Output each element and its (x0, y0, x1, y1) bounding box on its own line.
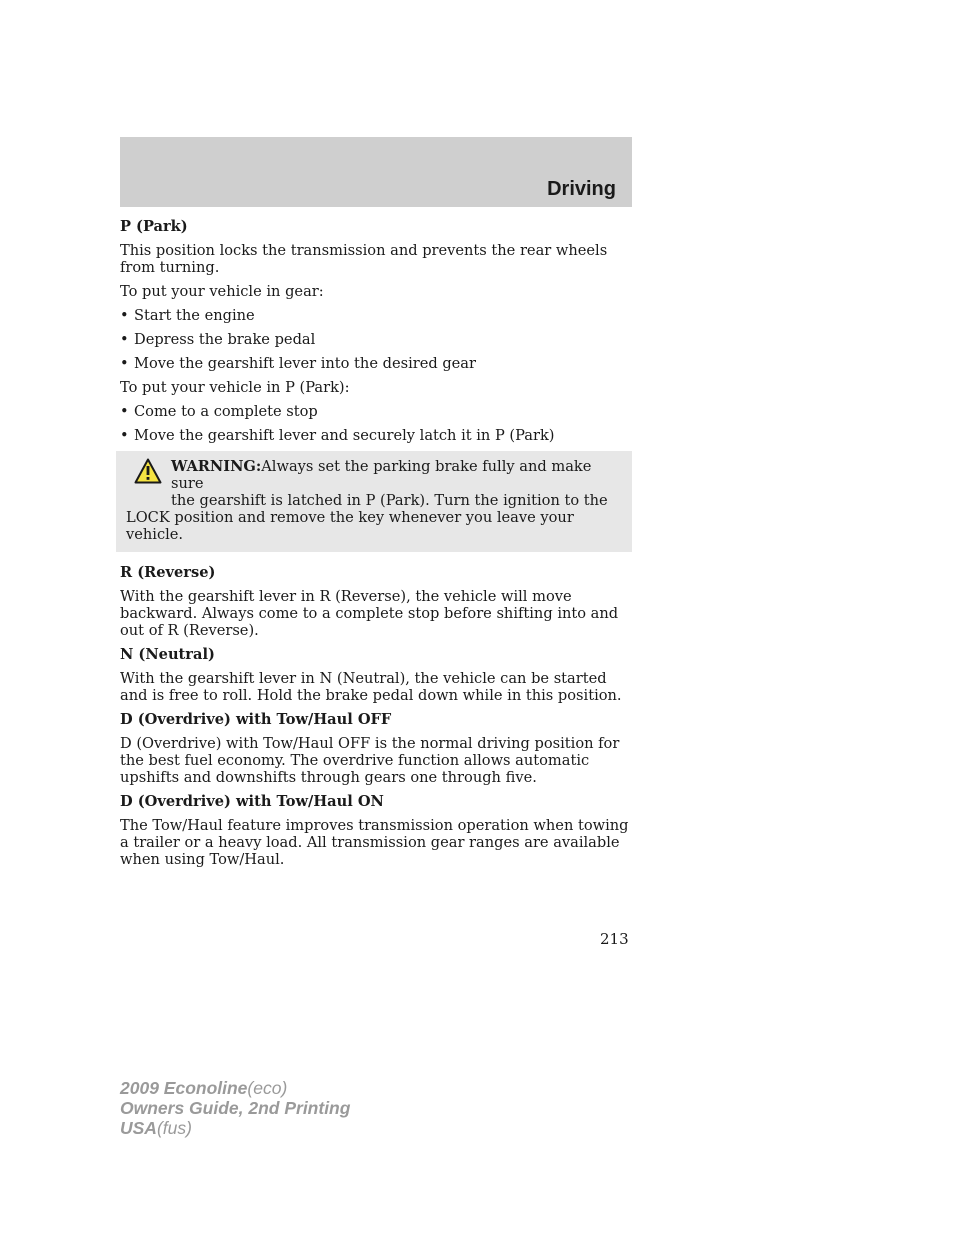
list-item-text: Depress the brake pedal (134, 331, 316, 348)
bullet-dot: • (120, 403, 129, 420)
warning-triangle-icon (134, 458, 162, 484)
bullet-dot: • (120, 307, 129, 324)
list-item (120, 355, 632, 372)
list-item-text: Start the engine (134, 307, 255, 324)
footer-line-2: Owners Guide, 2nd Printing (120, 1098, 351, 1118)
gear-intro: To put your vehicle in gear: (120, 283, 324, 300)
bullet-dot: • (120, 355, 129, 372)
overdrive-off-heading: D (Overdrive) with Tow/Haul OFF (120, 711, 392, 728)
list-item (120, 331, 632, 348)
warning-box (116, 451, 632, 552)
footer-line-1 (120, 1078, 350, 1098)
bullet-dot: • (120, 427, 129, 444)
footer-model-code: (eco) (247, 1078, 288, 1098)
overdrive-on-text: The Tow/Haul feature improves transmission operation when towing a trailer or a heavy load. All transmission gear ranges are available when using Tow/Haul. (120, 817, 629, 868)
warning-line-2: the gearshift is latched in P (Park). Turn the ignition to the (171, 492, 608, 509)
warning-line-3: LOCK position and remove the key whenever you leave your vehicle. (126, 509, 574, 543)
footer-model: 2009 Econoline (120, 1078, 248, 1098)
list-item-text: Move the gearshift lever and securely latch it in P (Park) (134, 427, 555, 444)
park-text: This position locks the transmission and prevents the rear wheels from turning. (120, 242, 608, 276)
reverse-text: With the gearshift lever in R (Reverse), the vehicle will move backward. Always come to a complete stop before shifting into and out of R (Reverse). (120, 588, 619, 639)
warning-line-1 (126, 458, 622, 492)
page-number: 213 (600, 930, 629, 948)
overdrive-off-text: D (Overdrive) with Tow/Haul OFF is the normal driving position for the best fuel economy. The overdrive function allows automatic upshifts and downshifts through gears one through five. (120, 735, 620, 786)
list-item (120, 307, 632, 324)
bullet-dot: • (120, 331, 129, 348)
neutral-heading: N (Neutral) (120, 646, 215, 663)
list-item (120, 427, 632, 444)
section-title: Driving (547, 178, 616, 200)
park-intro: To put your vehicle in P (Park): (120, 379, 350, 396)
neutral-text: With the gearshift lever in N (Neutral), the vehicle can be started and is free to roll. Hold the brake pedal down while in this position. (120, 670, 622, 704)
footer-market-code: (fus) (156, 1118, 192, 1138)
park-heading: P (Park) (120, 218, 188, 235)
warning-label: WARNING: (171, 458, 262, 475)
footer-line-3 (120, 1118, 350, 1138)
list-item-text: Come to a complete stop (134, 403, 318, 420)
section-header-band (120, 137, 632, 207)
list-item-text: Move the gearshift lever into the desired gear (134, 355, 476, 372)
footer-market: USA (120, 1118, 157, 1138)
page-content (120, 218, 632, 875)
overdrive-on-heading: D (Overdrive) with Tow/Haul ON (120, 793, 384, 810)
reverse-heading: R (Reverse) (120, 564, 216, 581)
warning-text-1: Always set the parking brake fully and make sure (171, 458, 592, 492)
footer-imprint (120, 1078, 350, 1138)
list-item (120, 403, 632, 420)
